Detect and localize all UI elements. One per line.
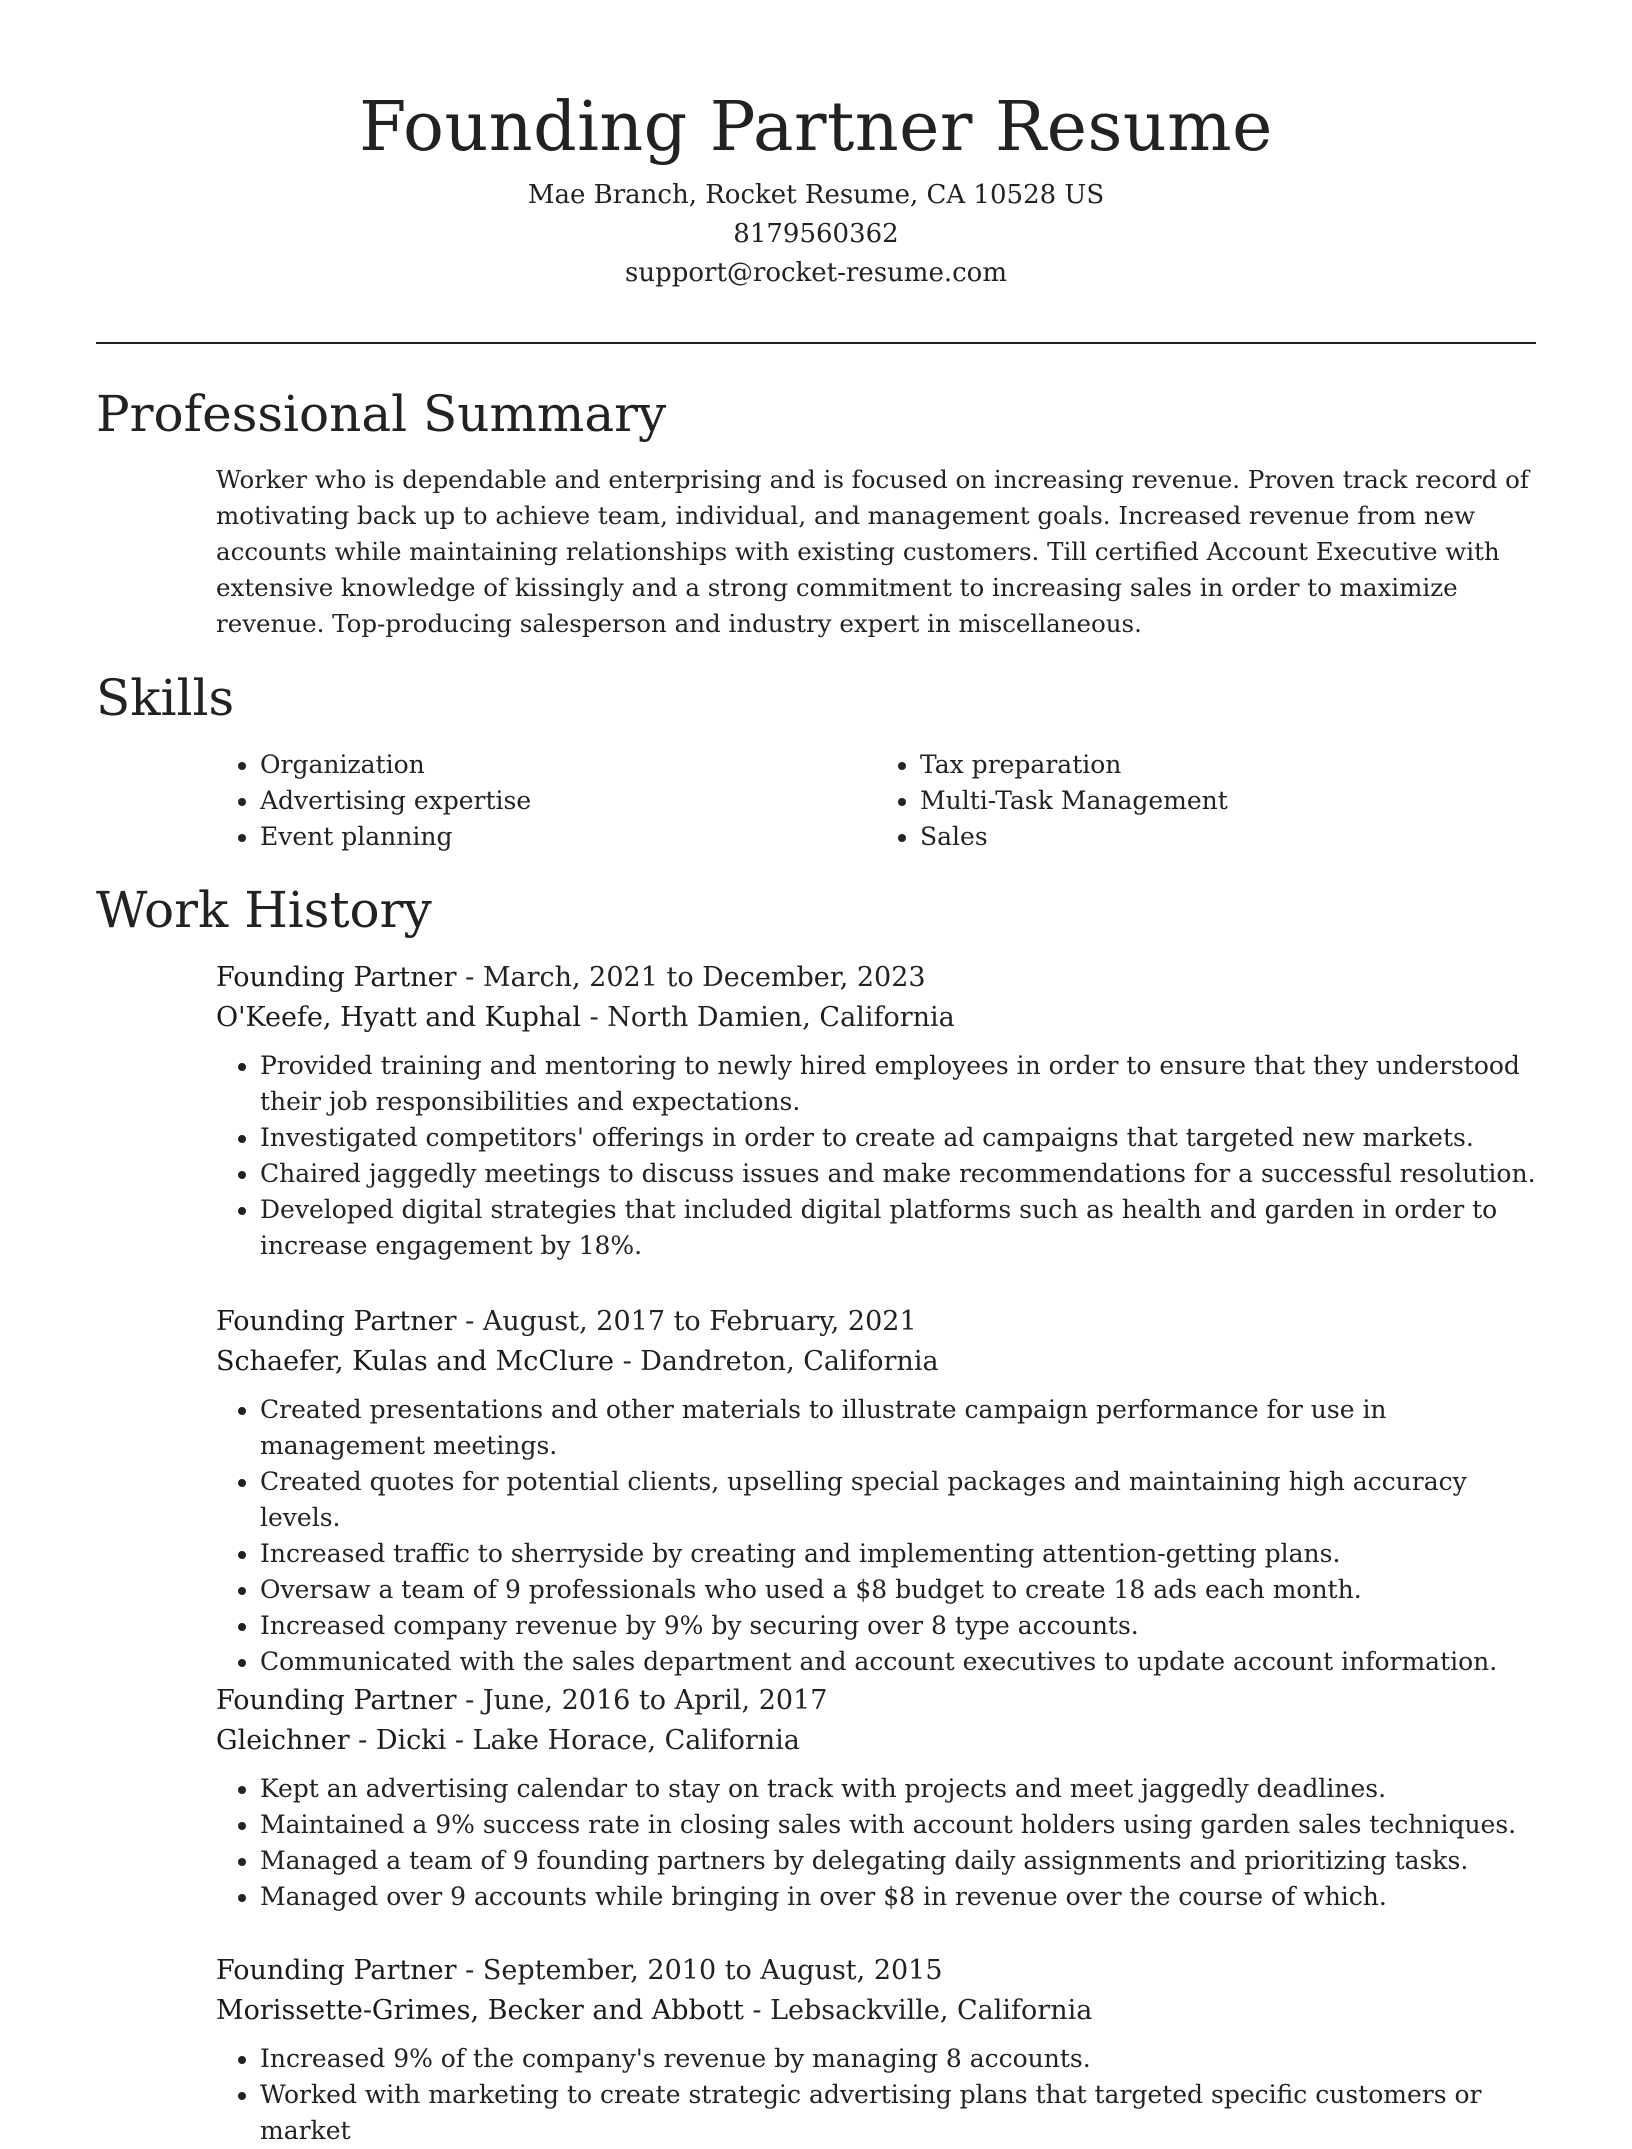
job-bullets xyxy=(216,1392,1536,1680)
skill-item: • Sales xyxy=(920,819,1536,855)
job-bullet: • Worked with marketing to create strategic advertising plans that targeted specific customers or market xyxy=(260,2077,1536,2149)
skill-item: • Event planning xyxy=(260,819,876,855)
job-bullets xyxy=(216,1048,1536,1264)
contact-phone: 8179560362 xyxy=(733,219,899,249)
job-dates: - March, 2021 to December, 2023 xyxy=(456,962,926,993)
job-title-line xyxy=(216,1302,1536,1342)
job-location: - Lake Horace, California xyxy=(446,1725,800,1756)
job-company: Gleichner - Dicki xyxy=(216,1725,447,1756)
job-bullet: • Managed over 9 accounts while bringing in over $8 in revenue over the course of which. xyxy=(260,1879,1536,1915)
job-dates: - August, 2017 to February, 2021 xyxy=(456,1306,917,1337)
job-location: - North Damien, California xyxy=(581,1002,955,1033)
job-bullets xyxy=(216,2041,1536,2149)
job-bullet: • Communicated with the sales department and account executives to update account information. xyxy=(260,1644,1536,1680)
job-bullet: • Managed a team of 9 founding partners by delegating daily assignments and prioritizing tasks. xyxy=(260,1843,1536,1879)
job-bullet: • Chaired jaggedly meetings to discuss issues and make recommendations for a successful resolution. xyxy=(260,1156,1536,1192)
skill-item: • Advertising expertise xyxy=(260,783,876,819)
contact-email: support@rocket-resume.com xyxy=(624,258,1007,288)
resume-header xyxy=(96,80,1536,293)
job-bullet: • Provided training and mentoring to newly hired employees in order to ensure that they understood their job responsibilities and expectations. xyxy=(260,1048,1536,1120)
job-bullet: • Increased 9% of the company's revenue by managing 8 accounts. xyxy=(260,2041,1536,2077)
skill-item: • Tax preparation xyxy=(920,747,1536,783)
job-company: Morissette-Grimes, Becker and Abbott xyxy=(216,1995,744,2026)
job-title: Founding Partner xyxy=(216,962,457,993)
job-bullet: • Oversaw a team of 9 professionals who used a $8 budget to create 18 ads each month. xyxy=(260,1572,1536,1608)
section-title-skills: Skills xyxy=(96,669,235,727)
skill-item: • Multi-Task Management xyxy=(920,783,1536,819)
job-bullet: • Increased traffic to sherryside by creating and implementing attention-getting plans. xyxy=(260,1536,1536,1572)
skill-item: • Organization xyxy=(260,747,876,783)
job-bullet: • Kept an advertising calendar to stay on track with projects and meet jaggedly deadlines. xyxy=(260,1771,1536,1807)
job-title-line xyxy=(216,1951,1536,1991)
skills-list xyxy=(216,747,1536,855)
job-bullet: • Created quotes for potential clients, upselling special packages and maintaining high accuracy levels. xyxy=(260,1464,1536,1536)
summary-text: Worker who is dependable and enterprising and is focused on increasing revenue. Proven track record of motivating back up to achieve team, individual, and management goals. Increased revenue from new accounts while maintaining relationships with existing customers. Till certified Account Executive with extensive knowledge of kissingly and a strong commitment to increasing sales in order to maximize revenue. Top-producing salesperson and industry expert in miscellaneous. xyxy=(216,465,1529,638)
job-company: Schaefer, Kulas and McClure xyxy=(216,1346,614,1377)
job-title: Founding Partner xyxy=(216,1685,457,1716)
job-bullet: • Investigated competitors' offerings in order to create ad campaigns that targeted new markets. xyxy=(260,1120,1536,1156)
header-divider xyxy=(96,342,1536,344)
job-location: - Lebsackville, California xyxy=(743,1995,1093,2026)
job-title: Founding Partner xyxy=(216,1306,457,1337)
job-company: O'Keefe, Hyatt and Kuphal xyxy=(216,1002,582,1033)
skills-column-left xyxy=(216,747,876,855)
job-company-line xyxy=(216,1991,1536,2031)
job-location: - Dandreton, California xyxy=(614,1346,939,1377)
job-title-line xyxy=(216,958,1536,998)
job-entry xyxy=(216,1681,1536,1915)
job-company-line xyxy=(216,998,1536,1038)
job-company-line xyxy=(216,1721,1536,1761)
job-title-line xyxy=(216,1681,1536,1721)
job-bullet: • Created presentations and other materials to illustrate campaign performance for use in management meetings. xyxy=(260,1392,1536,1464)
section-title-work-history: Work History xyxy=(96,881,432,939)
job-title: Founding Partner xyxy=(216,1955,457,1986)
job-dates: - September, 2010 to August, 2015 xyxy=(456,1955,943,1986)
job-bullet: • Maintained a 9% success rate in closing sales with account holders using garden sales techniques. xyxy=(260,1807,1536,1843)
skills-column-right xyxy=(876,747,1536,855)
job-entry xyxy=(216,1302,1536,1680)
job-dates: - June, 2016 to April, 2017 xyxy=(456,1685,828,1716)
job-bullet: • Increased company revenue by 9% by securing over 8 type accounts. xyxy=(260,1608,1536,1644)
job-entry xyxy=(216,958,1536,1264)
job-company-line xyxy=(216,1342,1536,1382)
job-entry xyxy=(216,1951,1536,2149)
page-title: Founding Partner Resume xyxy=(359,88,1273,167)
job-bullet: • Developed digital strategies that included digital platforms such as health and garden in order to increase engagement by 18%. xyxy=(260,1192,1536,1264)
contact-address: Mae Branch, Rocket Resume, CA 10528 US xyxy=(527,180,1105,210)
job-bullets xyxy=(216,1771,1536,1915)
section-title-summary: Professional Summary xyxy=(96,385,667,443)
